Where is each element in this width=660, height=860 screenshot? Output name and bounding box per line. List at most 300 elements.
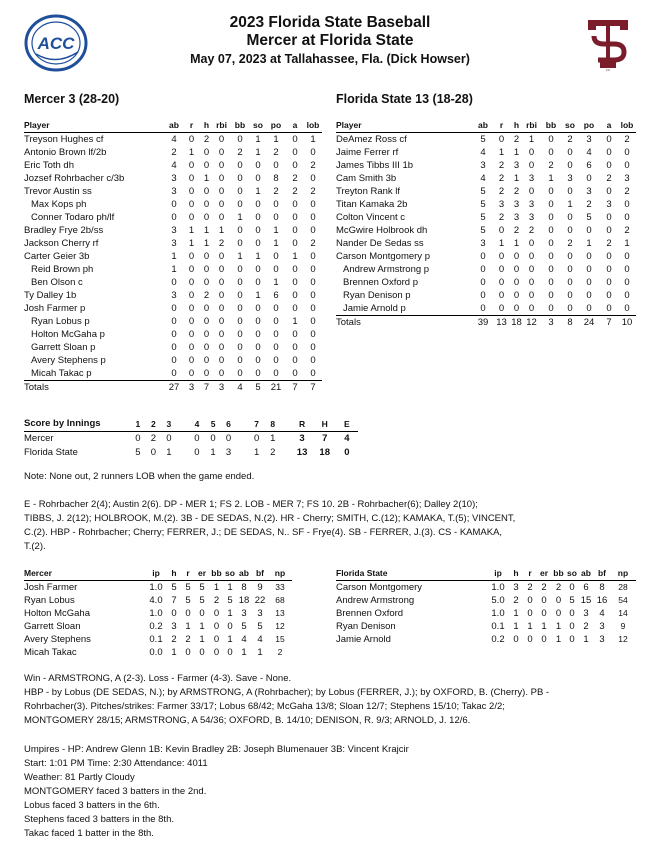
- stat-cell: 3: [599, 634, 605, 645]
- text-line: Weather: 81 Partly Cloudy: [24, 772, 135, 783]
- stat-cell: 0: [213, 634, 220, 645]
- stat-cell: 0: [255, 225, 261, 236]
- stat-cell: 0: [218, 251, 225, 262]
- stat-cell: 6: [586, 160, 592, 171]
- stat-cell: 2: [310, 160, 316, 171]
- stat-cell: 0: [498, 225, 505, 236]
- rhe-header: H: [314, 417, 336, 432]
- stat-cell: 1: [273, 238, 279, 249]
- stat-cell: 0: [255, 160, 261, 171]
- stat-cell: 0: [292, 355, 298, 366]
- stat-cell: 0: [310, 329, 316, 340]
- stat-cell: 1: [555, 621, 562, 632]
- stat-cell: 15: [580, 595, 592, 606]
- stat-cell: 0: [528, 264, 535, 275]
- pitcher-row: [336, 594, 636, 607]
- stat-cell: 0: [555, 608, 562, 619]
- stat-cell: 0: [185, 647, 191, 658]
- stat-cell: 0: [548, 134, 554, 145]
- stat-cell: 0: [586, 264, 592, 275]
- stat-cell: 1: [513, 147, 520, 158]
- totals-row: [336, 316, 636, 330]
- stat-cell: 0: [218, 355, 225, 366]
- stat-cell: 0: [237, 316, 243, 327]
- stat-cell: 5: [480, 199, 486, 210]
- stat-cell: 0: [586, 225, 592, 236]
- stat-cell: 0: [185, 608, 191, 619]
- player-name: Ben Olson c: [31, 277, 83, 288]
- player-row: [336, 146, 636, 159]
- column-header: ab: [236, 567, 252, 581]
- stat-cell: 0: [586, 173, 592, 184]
- stat-cell: 0: [255, 355, 261, 366]
- stat-cell: 13: [275, 608, 285, 618]
- stat-cell: 0: [203, 303, 210, 314]
- stat-cell: 3: [498, 199, 505, 210]
- inning-header: 1: [130, 417, 145, 432]
- player-name: Bradley Frye 2b/ss: [24, 225, 104, 236]
- pitcher-name: Jamie Arnold: [336, 634, 391, 645]
- stat-cell: 0: [273, 355, 279, 366]
- stat-cell: 4: [599, 608, 605, 619]
- player-name: Andrew Armstrong p: [343, 264, 430, 275]
- stat-cell: 0: [569, 582, 575, 593]
- stat-cell: 0: [203, 329, 210, 340]
- player-row: [336, 172, 636, 185]
- stat-cell: 0: [310, 147, 316, 158]
- fsu-pitching-table: [336, 567, 636, 646]
- stat-cell: 0: [292, 134, 298, 145]
- stat-cell: 0: [567, 290, 573, 301]
- rhe-value: 3: [299, 433, 305, 444]
- stat-cell: 0: [528, 251, 535, 262]
- stat-cell: 5: [185, 582, 191, 593]
- stat-cell: 1: [257, 647, 263, 658]
- stat-cell: 3: [513, 199, 520, 210]
- player-name: James Tibbs III 1b: [336, 160, 414, 171]
- stat-cell: 5: [480, 225, 486, 236]
- stat-cell: 3: [599, 621, 605, 632]
- stat-cell: 0: [586, 290, 592, 301]
- stat-cell: 2: [292, 186, 298, 197]
- stat-cell: 0: [527, 595, 533, 606]
- total-cell: 27: [168, 382, 180, 393]
- header-row: [24, 119, 322, 133]
- stat-cell: 1: [171, 647, 177, 658]
- stat-cell: 0: [273, 264, 279, 275]
- stat-cell: 0: [480, 251, 486, 262]
- total-cell: 13: [496, 317, 507, 328]
- stat-cell: 1: [273, 225, 279, 236]
- column-header: np: [610, 567, 636, 581]
- stat-cell: 0: [555, 595, 562, 606]
- stat-cell: 33: [275, 582, 285, 592]
- stat-cell: 0: [255, 173, 261, 184]
- stat-cell: 0: [255, 264, 261, 275]
- stat-cell: 0: [548, 251, 554, 262]
- player-name: Carson Montgomery p: [336, 251, 430, 262]
- stat-cell: 1: [548, 173, 554, 184]
- stat-cell: 0: [498, 290, 505, 301]
- stat-cell: 0: [286, 367, 304, 381]
- player-row: [24, 354, 322, 367]
- stat-cell: 28: [618, 582, 628, 592]
- total-cell: 39: [477, 317, 489, 328]
- rhe-value: 18: [319, 447, 330, 458]
- team-name: Mercer: [24, 433, 54, 444]
- stat-cell: 0: [541, 595, 547, 606]
- player-row: [24, 341, 322, 354]
- mercer-team-title: Mercer 3 (28-20): [24, 92, 120, 106]
- inning-header: 6: [221, 417, 236, 432]
- text-line: MONTGOMERY 28/15; ARMSTRONG, A 54/36; OXFORD, B. 14/10; DENISON, R. 9/3; ARNOLD, J. 12/6.: [24, 715, 471, 726]
- stat-cell: 0: [188, 277, 195, 288]
- stat-cell: 0: [292, 303, 298, 314]
- stat-cell: 1: [218, 225, 225, 236]
- stat-cell: 0: [237, 264, 243, 275]
- stat-cell: 1: [273, 277, 279, 288]
- stat-cell: 0: [237, 355, 243, 366]
- stat-cell: 0: [548, 238, 554, 249]
- inning-score: 0: [150, 447, 157, 458]
- stat-cell: 0: [255, 199, 261, 210]
- text-line: Win - ARMSTRONG, A (2-3). Loss - Farmer (4-3). Save - None.: [24, 673, 292, 684]
- stat-cell: 0: [237, 173, 243, 184]
- stat-cell: 0: [624, 290, 630, 301]
- stat-cell: 0: [606, 251, 612, 262]
- total-cell: 4: [237, 382, 243, 393]
- stat-cell: 0: [203, 264, 210, 275]
- stat-cell: 9: [257, 582, 263, 593]
- player-name: Nander De Sedas ss: [336, 238, 424, 249]
- inning-score: 2: [270, 447, 276, 458]
- pitcher-name: Josh Farmer: [24, 582, 78, 593]
- stat-cell: 2: [586, 199, 592, 210]
- stat-cell: 0: [171, 277, 177, 288]
- stat-cell: 0: [567, 212, 573, 223]
- stat-cell: 0: [606, 264, 612, 275]
- text-line: T.(2).: [24, 541, 46, 552]
- stat-cell: 8: [599, 582, 605, 593]
- pitcher-row: [24, 620, 292, 633]
- fsu-team-title: Florida State 13 (18-28): [336, 92, 473, 106]
- column-header: Florida State: [336, 567, 487, 581]
- stat-cell: 2: [218, 238, 225, 249]
- stat-cell: 1: [227, 582, 233, 593]
- column-header: so: [224, 567, 236, 581]
- stat-cell: 3: [171, 186, 177, 197]
- stat-cell: 0: [606, 225, 612, 236]
- stat-cell: 0: [498, 251, 505, 262]
- stat-cell: 0: [527, 634, 533, 645]
- stat-cell: 2: [583, 621, 589, 632]
- total-cell: 12: [526, 317, 537, 328]
- pitcher-name: Ryan Denison: [336, 621, 396, 632]
- stat-cell: 0: [203, 160, 210, 171]
- player-row: [24, 276, 322, 289]
- stat-cell: 2: [213, 595, 220, 606]
- total-cell: 3: [218, 382, 225, 393]
- totals-label: Totals: [24, 382, 49, 393]
- stat-cell: 0: [218, 212, 225, 223]
- rhe-header: E: [336, 417, 358, 432]
- stat-cell: 0: [183, 367, 200, 381]
- stat-cell: 3: [528, 212, 535, 223]
- stat-cell: 3: [513, 160, 520, 171]
- stat-cell: 2: [185, 634, 191, 645]
- stat-cell: 5: [586, 212, 592, 223]
- inning-header: 3: [161, 417, 176, 432]
- pitcher-name: Holton McGaha: [24, 608, 91, 619]
- stat-cell: 0: [513, 251, 520, 262]
- total-cell: 7: [203, 382, 210, 393]
- game-info: [24, 743, 636, 841]
- stat-cell: 2: [555, 582, 562, 593]
- player-name: Jackson Cherry rf: [24, 238, 99, 249]
- player-name: Micah Takac p: [24, 367, 165, 381]
- column-header: bb: [230, 119, 250, 133]
- player-name: Jaime Ferrer rf: [336, 147, 399, 158]
- stat-cell: 1: [203, 238, 210, 249]
- player-row: [336, 276, 636, 289]
- rhe-value: 0: [344, 447, 350, 458]
- player-row: [336, 133, 636, 147]
- player-name: Jamie Arnold p: [336, 302, 473, 316]
- stat-cell: 0: [567, 264, 573, 275]
- pitcher-name: Andrew Armstrong: [336, 595, 415, 606]
- stat-cell: 3: [171, 621, 177, 632]
- stat-cell: 0: [523, 302, 540, 316]
- stat-cell: 0: [606, 134, 612, 145]
- stat-cell: 0: [567, 225, 573, 236]
- stat-cell: 1.0: [149, 608, 163, 619]
- stat-cell: 0: [266, 367, 286, 381]
- stat-cell: 0: [624, 147, 630, 158]
- mercer-batting-table: [24, 119, 322, 394]
- stat-cell: 1: [237, 251, 243, 262]
- stat-cell: 1: [498, 147, 505, 158]
- fsu-logo-text: FS: [606, 68, 610, 72]
- stat-cell: 1: [583, 634, 589, 645]
- stat-cell: 2: [237, 147, 243, 158]
- stat-cell: 2: [203, 134, 210, 145]
- column-header: r: [523, 567, 537, 581]
- stat-cell: 0: [513, 264, 520, 275]
- stat-cell: 54: [618, 595, 628, 605]
- stat-cell: 0: [310, 264, 316, 275]
- stat-cell: 1: [292, 251, 298, 262]
- stat-cell: 2: [513, 225, 520, 236]
- player-name: Trevor Austin ss: [24, 186, 92, 197]
- stat-cell: 0: [541, 608, 547, 619]
- player-name: Colton Vincent c: [336, 212, 406, 223]
- stat-cell: 3: [586, 134, 592, 145]
- column-header: h: [200, 119, 213, 133]
- stat-cell: 0: [513, 277, 520, 288]
- column-header: ab: [165, 119, 183, 133]
- stat-cell: 1: [203, 173, 210, 184]
- stat-cell: 0: [203, 355, 210, 366]
- stat-cell: 0: [255, 303, 261, 314]
- score-row: [24, 432, 358, 447]
- stat-cell: 0: [188, 342, 195, 353]
- stat-cell: 3: [528, 199, 535, 210]
- column-header: h: [167, 567, 181, 581]
- player-row: [24, 172, 322, 185]
- stat-cell: 0: [273, 160, 279, 171]
- player-row: [24, 198, 322, 211]
- stat-cell: 1: [237, 212, 243, 223]
- stat-cell: 5: [480, 134, 486, 145]
- stat-cell: 2: [273, 147, 279, 158]
- text-line: Lobus faced 3 batters in the 6th.: [24, 800, 160, 811]
- player-row: [24, 367, 322, 381]
- stat-cell: 0: [310, 277, 316, 288]
- fsu-logo: [580, 14, 636, 72]
- stat-cell: 3: [241, 608, 247, 619]
- stat-cell: 2: [171, 147, 177, 158]
- stat-cell: 68: [275, 595, 285, 605]
- stat-cell: 1: [171, 251, 177, 262]
- total-cell: 24: [583, 317, 595, 328]
- stat-cell: 3: [567, 173, 573, 184]
- stat-cell: 5: [227, 595, 233, 606]
- text-line: Stephens faced 3 batters in the 8th.: [24, 814, 174, 825]
- player-row: [336, 185, 636, 198]
- stat-cell: 0: [606, 186, 612, 197]
- stat-cell: 2: [548, 160, 554, 171]
- stat-cell: 0: [586, 251, 592, 262]
- stat-cell: 0: [624, 160, 630, 171]
- stat-cell: 0: [513, 634, 519, 645]
- player-row: [336, 224, 636, 237]
- inning-score: 5: [135, 447, 141, 458]
- player-name: Treyson Hughes cf: [24, 134, 104, 145]
- stat-cell: 4: [241, 634, 247, 645]
- stat-cell: 0: [480, 277, 486, 288]
- column-header: ip: [487, 567, 509, 581]
- player-row: [24, 263, 322, 276]
- stat-cell: 2: [277, 647, 283, 657]
- player-name: Antonio Brown lf/2b: [24, 147, 107, 158]
- stat-cell: 1: [255, 186, 261, 197]
- player-row: [24, 250, 322, 263]
- text-line: E - Rohrbacher 2(4); Austin 2(6). DP - MER 1; FS 2. LOB - MER 7; FS 10. 2B - Rohrbacher(6); Dalley 2(10);: [24, 499, 478, 510]
- stat-cell: 0: [528, 186, 535, 197]
- stat-cell: 0: [250, 367, 266, 381]
- stat-cell: 2: [567, 238, 573, 249]
- stat-cell: 0: [624, 199, 630, 210]
- team-name: Florida State: [24, 447, 78, 458]
- stat-cell: 0: [188, 212, 195, 223]
- stat-cell: 2: [513, 186, 520, 197]
- stat-cell: 0: [203, 147, 210, 158]
- stat-cell: 0: [188, 186, 195, 197]
- stat-cell: 5: [480, 186, 486, 197]
- rhe-value: 13: [296, 447, 308, 458]
- stat-cell: 2: [171, 634, 177, 645]
- pitcher-row: [24, 581, 292, 595]
- stat-cell: 3: [171, 290, 177, 301]
- stat-cell: 0: [600, 302, 618, 316]
- stat-cell: 0: [527, 608, 533, 619]
- stat-cell: 0: [624, 264, 630, 275]
- column-header: po: [266, 119, 286, 133]
- stat-cell: 0: [548, 147, 554, 158]
- stat-cell: 2: [513, 134, 520, 145]
- stat-cell: 0: [548, 225, 554, 236]
- stat-cell: 2: [498, 186, 505, 197]
- stat-cell: 0: [171, 608, 177, 619]
- stat-cell: 0: [213, 647, 220, 658]
- stat-cell: 0: [310, 342, 316, 353]
- stat-cell: 0: [618, 302, 636, 316]
- stat-cell: 0: [188, 329, 195, 340]
- stat-cell: 0: [237, 225, 243, 236]
- stat-cell: 0: [203, 277, 210, 288]
- stat-cell: 2: [310, 238, 316, 249]
- stat-cell: 0: [292, 212, 298, 223]
- stat-cell: 5: [185, 595, 191, 606]
- stat-cell: 3: [528, 173, 535, 184]
- stat-cell: 0: [203, 199, 210, 210]
- stat-cell: 0.2: [491, 634, 505, 645]
- stat-cell: 0: [310, 251, 316, 262]
- stat-cell: 0: [171, 342, 177, 353]
- stat-cell: 5.0: [491, 595, 505, 606]
- rhe-value: 7: [322, 433, 328, 444]
- stat-cell: 1.0: [491, 582, 505, 593]
- stat-cell: 0: [273, 316, 279, 327]
- stat-cell: 0: [567, 186, 573, 197]
- column-header: bb: [209, 567, 224, 581]
- inning-header: 5: [205, 417, 220, 432]
- player-row: [24, 146, 322, 159]
- pitching-notes: [24, 672, 636, 728]
- stat-cell: 0: [255, 212, 261, 223]
- stat-cell: 0: [237, 290, 243, 301]
- inning-score: 0: [194, 447, 200, 458]
- player-row: [336, 237, 636, 250]
- stat-cell: 0: [188, 316, 195, 327]
- stat-cell: 0: [237, 186, 243, 197]
- column-header: po: [578, 119, 600, 133]
- inning-header: 4: [177, 417, 206, 432]
- stat-cell: 0: [188, 355, 195, 366]
- total-cell: 18: [511, 317, 522, 328]
- column-header: lob: [618, 119, 636, 133]
- stat-cell: 0: [513, 290, 520, 301]
- player-name: Ryan Lobus p: [31, 316, 90, 327]
- stat-cell: 0: [218, 134, 225, 145]
- stat-cell: 0: [237, 199, 243, 210]
- stat-cell: 1: [188, 147, 195, 158]
- stat-cell: 1.0: [491, 608, 505, 619]
- stat-cell: 4: [586, 147, 592, 158]
- inning-header: 8: [265, 417, 280, 432]
- report-title: 2023 Florida State Baseball: [229, 14, 431, 31]
- stat-cell: 0: [188, 199, 195, 210]
- player-name: Reid Brown ph: [31, 264, 94, 275]
- stat-cell: 1: [513, 173, 520, 184]
- stat-cell: 1: [227, 608, 233, 619]
- stat-cell: 0: [292, 199, 298, 210]
- stat-cell: 0: [203, 342, 210, 353]
- score-row: [24, 446, 358, 460]
- text-line: Start: 1:01 PM Time: 2:30 Attendance: 4011: [24, 758, 208, 769]
- inning-score: 0: [225, 433, 232, 444]
- stat-cell: 0: [218, 316, 225, 327]
